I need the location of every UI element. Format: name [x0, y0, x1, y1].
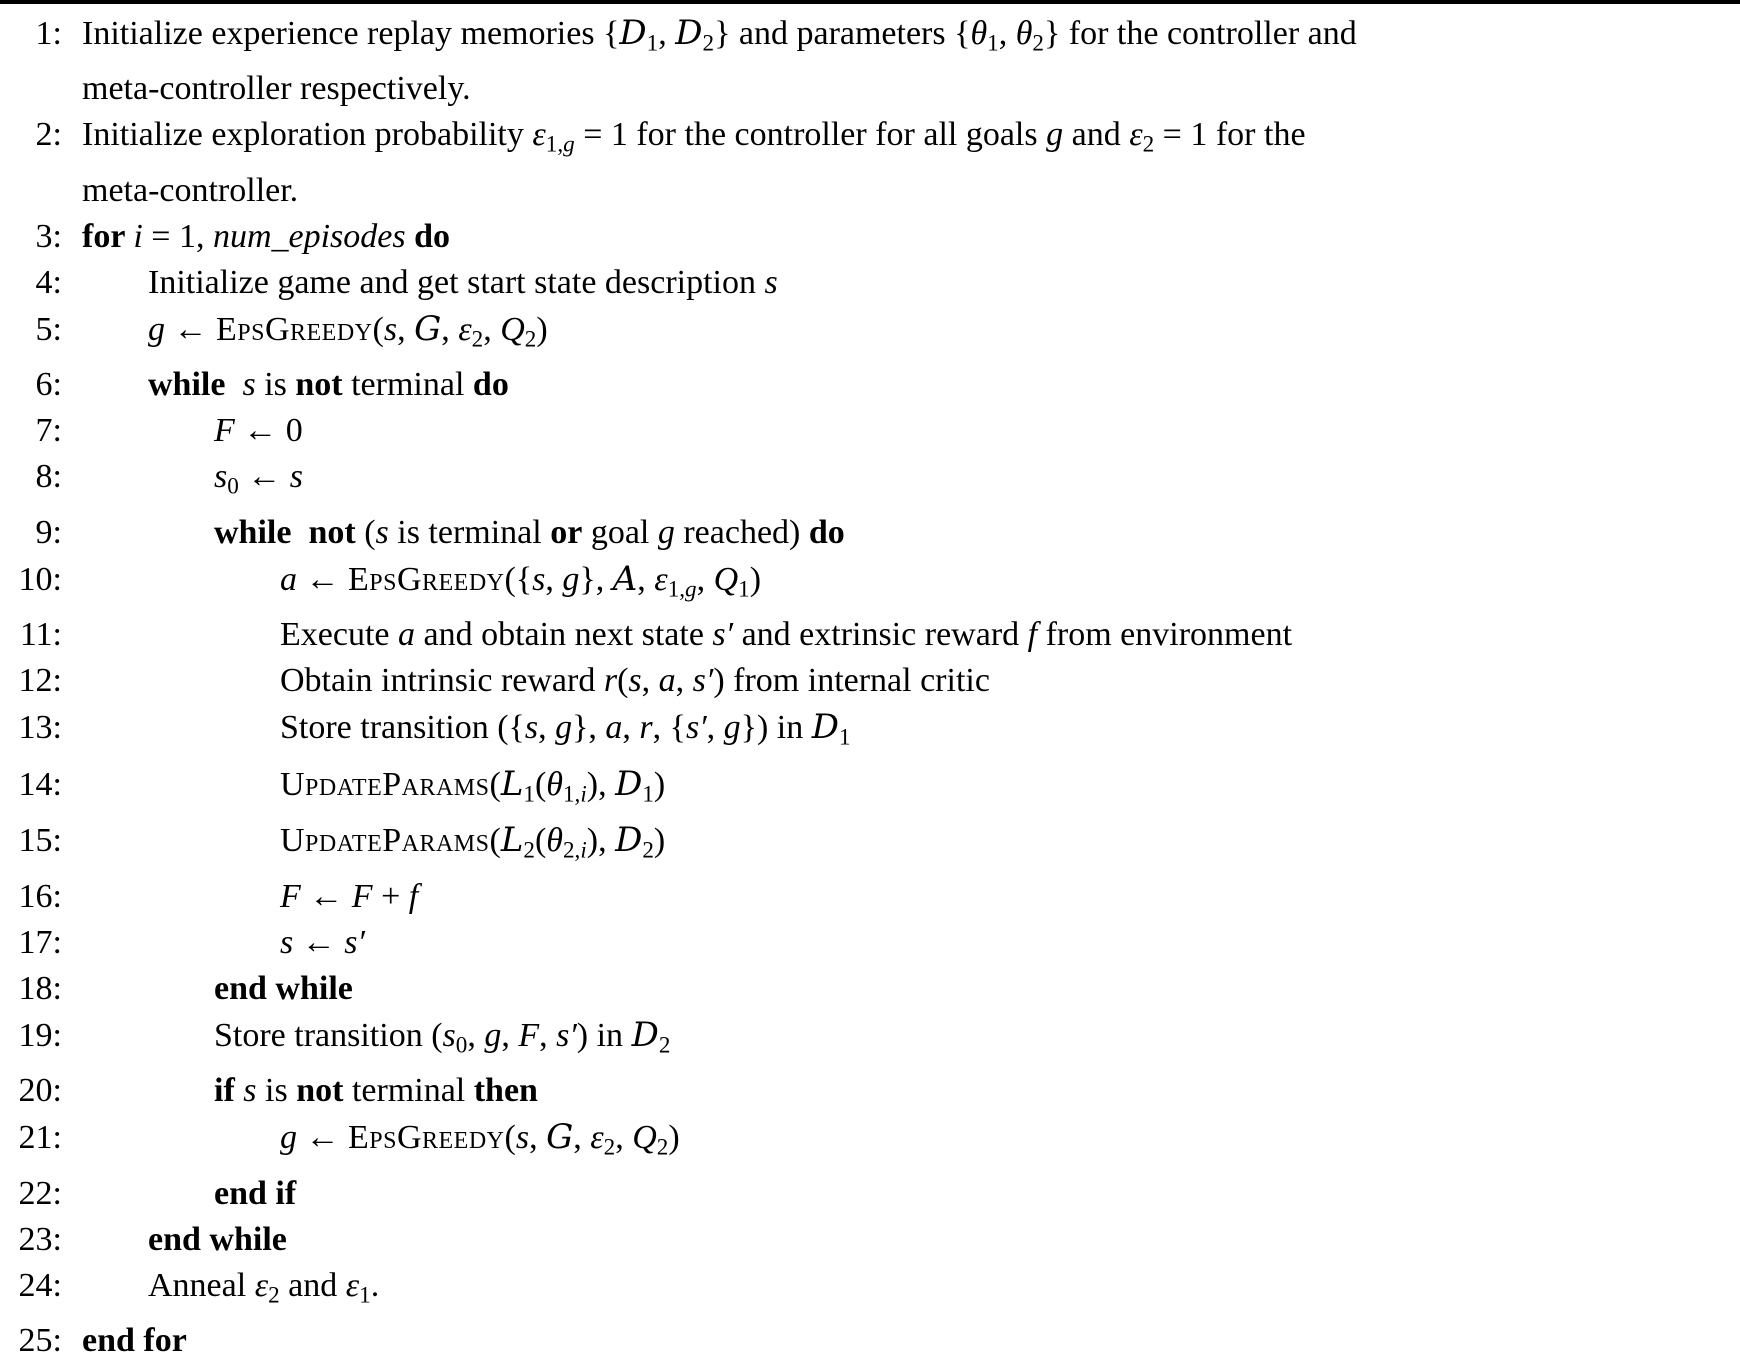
subscript: 1,	[545, 131, 564, 158]
line-content	[82, 1318, 187, 1364]
calligraphic-letter: L	[500, 763, 524, 804]
keyword-text: end while	[214, 969, 353, 1007]
plain-text: ,	[573, 1119, 591, 1157]
math-variable: F	[518, 1016, 540, 1054]
plain-text: ,	[696, 560, 714, 598]
subscript: 2	[471, 326, 484, 353]
line-number: 18:	[18, 969, 62, 1007]
plain-text: (	[372, 310, 384, 348]
plain-text: +	[372, 877, 409, 915]
line-content	[82, 556, 761, 612]
subscript: 2	[642, 837, 654, 864]
plain-text: },	[579, 560, 613, 598]
subscript: 2	[268, 1282, 280, 1309]
keyword-text: if	[214, 1072, 244, 1110]
plain-text: ,	[615, 1119, 633, 1157]
math-variable: r	[603, 662, 618, 700]
plain-text: ,	[641, 662, 659, 700]
line-content	[82, 761, 665, 817]
plain-text: ) in	[576, 1016, 632, 1054]
plain-text: is terminal	[388, 513, 551, 551]
plain-text: ,	[501, 1016, 519, 1054]
math-variable: f	[1027, 616, 1038, 654]
math-variable: F	[280, 877, 301, 915]
subscript: 1	[738, 576, 750, 603]
line-number: 1:	[35, 15, 62, 52]
plain-text: Store transition ({	[280, 709, 525, 747]
line-number: 7:	[35, 412, 62, 450]
plain-text: ,	[622, 709, 640, 747]
algo-line	[0, 1217, 1740, 1263]
plain-text: ,	[706, 709, 724, 747]
math-variable: f	[408, 877, 419, 915]
calligraphic-letter: D	[811, 707, 839, 748]
line-number: 13:	[18, 709, 62, 747]
subscript: 1	[359, 1282, 371, 1309]
plain-text: ,	[637, 560, 655, 598]
line-content	[82, 1068, 538, 1114]
plain-text: } and parameters {	[714, 15, 971, 52]
line-content	[82, 817, 665, 873]
plain-text: Execute	[280, 616, 398, 654]
line-content	[82, 112, 1306, 213]
math-variable: a	[605, 709, 623, 747]
function-name: EpsGreedy	[348, 1119, 505, 1157]
plain-text: terminal	[342, 366, 473, 404]
subscript: 2	[603, 1134, 616, 1161]
line-content	[82, 454, 303, 509]
plain-text: )	[749, 560, 762, 598]
math-variable: Q	[500, 310, 525, 348]
subscript: 1	[642, 781, 654, 808]
plain-text: )	[536, 310, 548, 348]
math-variable: num_episodes	[212, 217, 406, 255]
subscript: 1,	[667, 576, 686, 603]
algo-line	[0, 1263, 1740, 1318]
keyword-text: not	[295, 366, 343, 404]
function-name: UpdateParams	[280, 822, 490, 860]
plain-text: ,	[998, 15, 1016, 52]
line-number: 20:	[18, 1072, 62, 1110]
line-number: 23:	[18, 1220, 62, 1258]
math-variable: a	[658, 662, 676, 700]
math-variable: g	[723, 709, 741, 747]
math-variable: F	[214, 412, 235, 450]
algo-line	[0, 966, 1740, 1012]
line-number: 19:	[18, 1016, 62, 1054]
line-number: 21:	[18, 1119, 62, 1157]
plain-text: ←	[293, 923, 345, 961]
plain-text: )	[653, 765, 666, 803]
plain-text: = 1 for the	[1154, 116, 1306, 154]
plain-text: ,	[675, 662, 693, 700]
subscript-variable: i	[580, 837, 587, 864]
subscript: 2	[656, 1134, 669, 1161]
subscript: 2	[658, 1032, 671, 1059]
algo-line	[0, 1171, 1740, 1217]
line-content	[82, 362, 509, 408]
math-variable: s	[628, 662, 642, 700]
math-variable: s	[214, 458, 228, 496]
calligraphic-letter: D	[615, 820, 643, 861]
plain-text: and	[1063, 116, 1130, 154]
plain-text: ,	[538, 709, 556, 747]
plain-text: = 1 for the controller for all goals	[574, 116, 1047, 154]
plain-text: ),	[586, 765, 616, 803]
keyword-text: while	[148, 366, 234, 404]
math-variable: s′	[344, 923, 365, 961]
plain-text: reached)	[674, 513, 809, 551]
subscript: 1	[523, 781, 535, 808]
plain-text: Anneal	[148, 1266, 255, 1304]
keyword-text: while	[214, 513, 300, 551]
subscript: 2,	[563, 837, 581, 864]
calligraphic-letter: D	[615, 763, 643, 804]
math-variable: r	[639, 709, 653, 747]
algo-line	[0, 920, 1740, 966]
math-variable: ε	[654, 560, 668, 598]
calligraphic-letter: G	[414, 308, 442, 349]
plain-text: terminal	[343, 1072, 474, 1110]
line-number: 25:	[18, 1322, 62, 1360]
plain-text: from environment	[1037, 616, 1293, 654]
plain-text: ,	[441, 310, 459, 348]
algo-line	[0, 214, 1740, 260]
algo-line	[0, 1318, 1740, 1364]
plain-text: ,	[545, 560, 563, 598]
line-content	[82, 658, 990, 704]
subscript: 0	[227, 473, 239, 500]
subscript: 1	[839, 724, 851, 751]
subscript: 1	[646, 30, 659, 57]
line-content	[82, 306, 548, 362]
plain-text: }) in	[740, 709, 812, 747]
calligraphic-letter: D	[675, 13, 703, 53]
line-content	[82, 214, 450, 260]
subscript: 2	[1032, 30, 1044, 57]
subscript-variable: g	[563, 131, 575, 158]
algo-line	[0, 556, 1740, 612]
algo-line	[0, 112, 1740, 213]
line-number: 12:	[18, 662, 62, 700]
plain-text: = 1,	[142, 217, 213, 255]
plain-text	[406, 218, 415, 255]
plain-text: Obtain intrinsic reward	[280, 662, 604, 700]
line-content	[82, 260, 778, 306]
line-content	[82, 408, 303, 454]
calligraphic-letter: L	[500, 820, 524, 861]
plain-text: , {	[652, 709, 686, 747]
math-variable: i	[133, 217, 143, 255]
plain-text: .	[370, 1266, 380, 1304]
algo-line	[0, 817, 1740, 873]
math-variable: s	[375, 513, 389, 551]
plain-text: ,	[483, 310, 501, 348]
subscript: 1,	[563, 781, 581, 808]
plain-text: and extrinsic reward	[733, 616, 1028, 654]
plain-text: ,	[529, 1119, 547, 1157]
algo-line	[0, 874, 1740, 920]
subscript-variable: g	[685, 576, 697, 603]
algo-line	[0, 10, 1740, 112]
plain-text: ({	[504, 560, 533, 598]
keyword-text: end if	[214, 1174, 297, 1212]
math-variable: s	[532, 560, 546, 598]
algo-line	[0, 260, 1740, 306]
plain-text: ← 0	[234, 412, 303, 450]
line-number: 24:	[18, 1266, 62, 1304]
plain-text: },	[572, 709, 606, 747]
math-variable: g	[657, 513, 675, 551]
algo-line	[0, 510, 1740, 556]
math-variable: θ	[970, 15, 988, 52]
math-variable: F	[351, 877, 373, 915]
plain-text: meta-controller respectively.	[82, 70, 471, 108]
subscript-variable: i	[580, 781, 587, 808]
algo-line	[0, 658, 1740, 704]
algo-line	[0, 704, 1740, 760]
calligraphic-letter: D	[619, 13, 647, 53]
subscript: 2	[523, 837, 535, 864]
plain-text: (	[534, 765, 547, 803]
plain-text: ) from internal critic	[713, 662, 990, 700]
algo-line	[0, 1114, 1740, 1170]
plain-text: (	[355, 513, 376, 551]
line-number: 14:	[18, 765, 62, 803]
line-number: 5:	[35, 310, 62, 348]
line-content	[82, 920, 365, 966]
math-variable: g	[1046, 116, 1064, 154]
keyword-text: do	[808, 513, 845, 551]
plain-text: ),	[586, 822, 616, 860]
line-content	[82, 1217, 287, 1263]
math-variable: g	[148, 310, 165, 348]
line-content	[82, 1171, 296, 1217]
line-number: 2:	[35, 116, 62, 154]
math-variable: Q	[632, 1119, 657, 1157]
keyword-text: not	[296, 1072, 344, 1110]
math-variable: s′	[556, 1016, 577, 1054]
math-variable: ε	[254, 1266, 269, 1304]
line-number: 3:	[35, 217, 62, 255]
plain-text: and obtain next state	[415, 616, 713, 654]
algo-line	[0, 761, 1740, 817]
plain-text: ,	[539, 1016, 557, 1054]
math-variable: g	[484, 1016, 502, 1054]
math-variable: θ	[1015, 15, 1033, 52]
algo-line	[0, 362, 1740, 408]
plain-text: ←	[297, 560, 348, 598]
algo-line	[0, 1012, 1740, 1068]
math-variable: s	[383, 310, 398, 348]
plain-text: and	[279, 1266, 346, 1304]
plain-text: } for the controller and	[1043, 15, 1357, 52]
plain-text: )	[668, 1119, 680, 1157]
plain-text: (	[489, 822, 501, 860]
subscript: 2	[524, 326, 537, 353]
keyword-text: end while	[148, 1220, 287, 1258]
plain-text: ←	[238, 458, 290, 496]
keyword-text: end for	[82, 1322, 187, 1360]
keyword-text: then	[473, 1072, 538, 1110]
line-number: 11:	[19, 616, 62, 654]
plain-text: ,	[467, 1016, 485, 1054]
math-variable: s	[524, 709, 539, 747]
math-variable: g	[555, 709, 573, 747]
plain-text: (	[617, 662, 629, 700]
plain-text: Initialize exploration probability	[82, 116, 533, 154]
function-name: EpsGreedy	[348, 560, 505, 598]
calligraphic-letter: A	[612, 558, 638, 599]
line-content	[82, 510, 845, 556]
calligraphic-letter: G	[546, 1117, 574, 1158]
math-variable: ε	[532, 116, 546, 154]
math-variable: s	[442, 1016, 456, 1054]
keyword-text: do	[414, 217, 451, 255]
keyword-text: not	[308, 513, 356, 551]
math-variable: ε	[1129, 116, 1143, 154]
subscript: 2	[702, 30, 715, 57]
line-number: 9:	[35, 513, 62, 551]
math-variable: θ	[546, 765, 563, 803]
line-number: 4:	[35, 263, 62, 301]
math-variable: s	[242, 366, 256, 404]
math-variable: s	[764, 263, 778, 301]
line-content	[82, 874, 418, 920]
plain-text: )	[653, 822, 666, 860]
algo-line	[0, 408, 1740, 454]
keyword-text: for	[82, 217, 134, 255]
math-variable: g	[562, 560, 580, 598]
line-content	[82, 1012, 670, 1068]
math-variable: s	[243, 1072, 257, 1110]
algo-line	[0, 454, 1740, 509]
plain-text: Initialize game and get start state description	[148, 263, 765, 301]
plain-text: ←	[165, 310, 216, 348]
subscript: 0	[455, 1032, 468, 1059]
algorithm-lines	[0, 4, 1740, 1364]
keyword-text: do	[472, 366, 509, 404]
math-variable: θ	[546, 822, 563, 860]
line-number: 16:	[18, 877, 62, 915]
math-variable: ε	[590, 1119, 604, 1157]
line-content	[82, 612, 1292, 658]
line-content	[82, 966, 353, 1012]
plain-text: goal	[582, 513, 658, 551]
line-number: 6:	[35, 366, 62, 404]
math-variable: a	[398, 616, 415, 654]
math-variable: g	[280, 1119, 297, 1157]
line-number: 17:	[18, 923, 62, 961]
math-variable: ε	[458, 310, 472, 348]
math-variable: s′	[692, 662, 714, 700]
plain-text: (	[534, 822, 547, 860]
calligraphic-letter: D	[631, 1014, 659, 1055]
plain-text: meta-controller.	[82, 171, 299, 209]
keyword-text: or	[550, 513, 583, 551]
subscript: 2	[1142, 131, 1155, 158]
plain-text: ←	[300, 877, 352, 915]
plain-text: is	[255, 366, 296, 404]
math-variable: a	[280, 560, 297, 598]
line-content	[82, 10, 1357, 112]
plain-text: ,	[397, 310, 415, 348]
math-variable: s′	[712, 616, 734, 654]
line-content	[82, 1263, 379, 1318]
subscript: 1	[987, 30, 999, 57]
line-number: 22:	[18, 1174, 62, 1212]
line-number: 15:	[18, 822, 62, 860]
math-variable: ε	[345, 1266, 360, 1304]
plain-text: ←	[297, 1119, 348, 1157]
function-name: UpdateParams	[280, 765, 490, 803]
math-variable: s	[289, 458, 304, 496]
algo-line	[0, 306, 1740, 362]
algo-line	[0, 1068, 1740, 1114]
plain-text: ,	[658, 15, 676, 52]
math-variable: s	[515, 1119, 530, 1157]
math-variable: Q	[713, 560, 739, 598]
plain-text: Initialize experience replay memories {	[82, 15, 620, 52]
plain-text: (	[504, 1119, 516, 1157]
line-content	[82, 1114, 680, 1170]
plain-text: Store transition (	[214, 1016, 443, 1054]
line-number: 8:	[35, 458, 62, 496]
function-name: EpsGreedy	[216, 310, 373, 348]
plain-text: (	[489, 765, 501, 803]
plain-text: is	[256, 1072, 297, 1110]
algo-line	[0, 612, 1740, 658]
line-number: 10:	[18, 560, 62, 598]
math-variable: s	[280, 923, 294, 961]
line-content	[82, 704, 851, 760]
math-variable: s′	[685, 709, 707, 747]
